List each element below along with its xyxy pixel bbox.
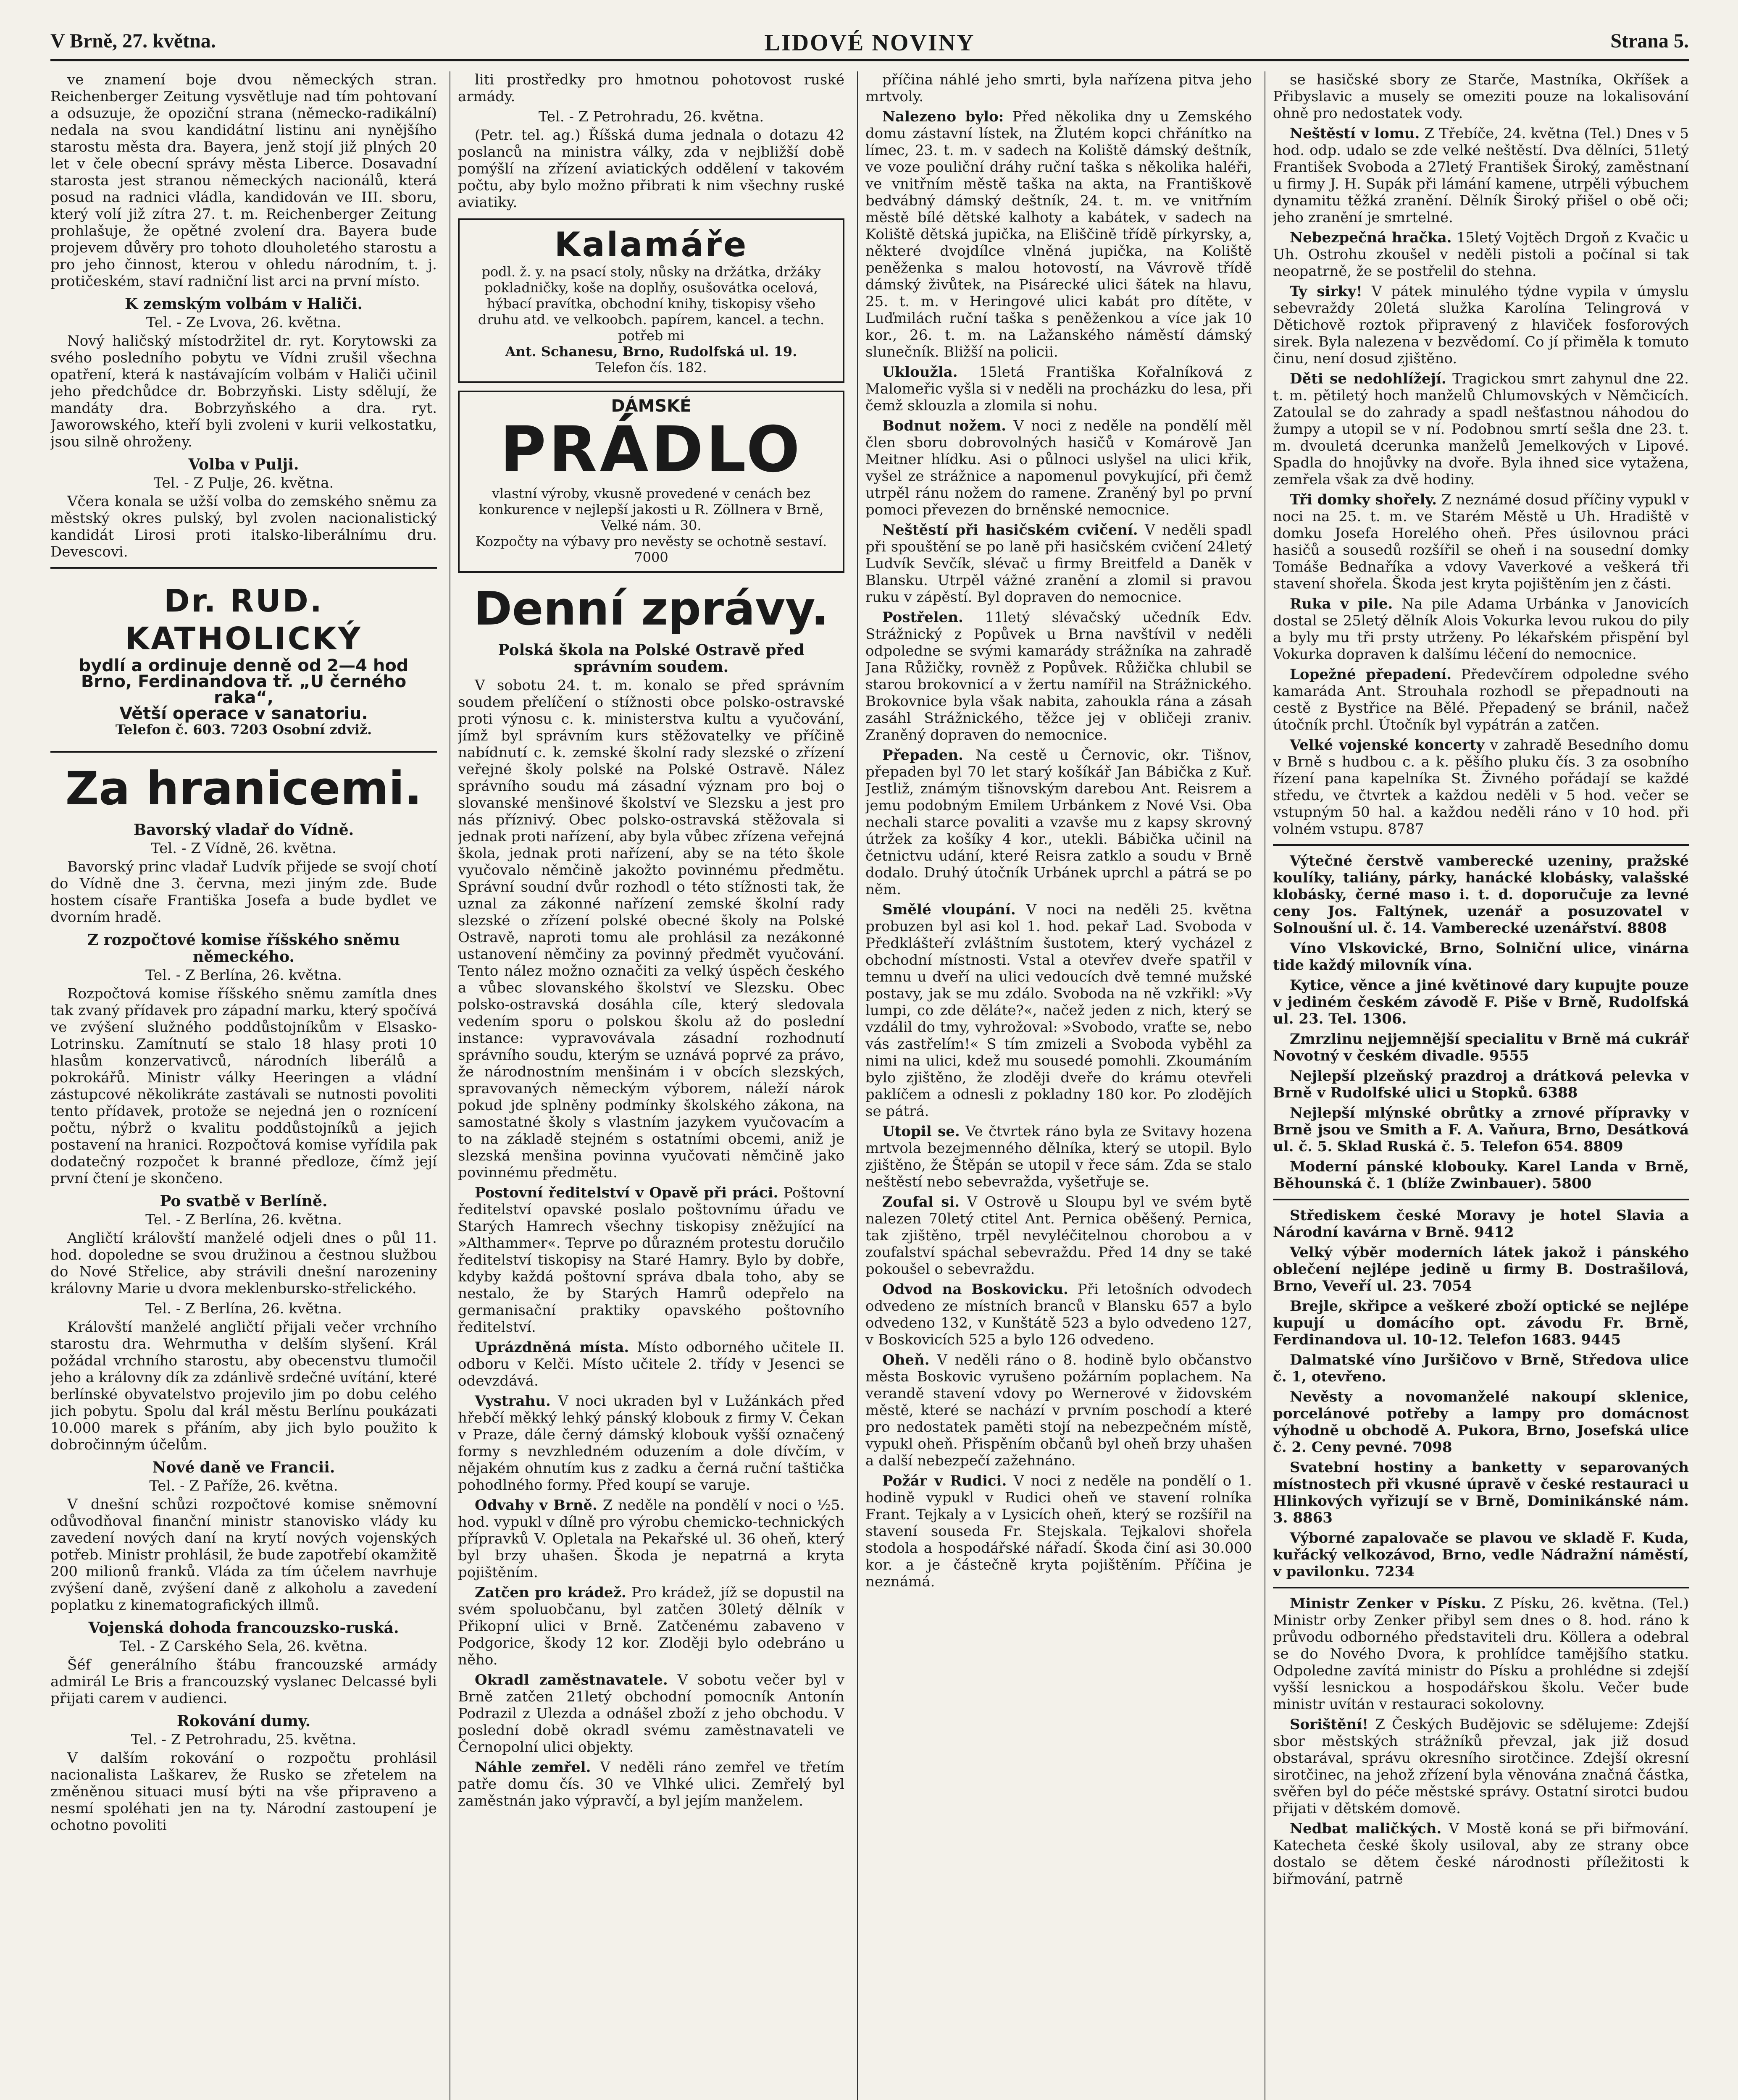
article-heading: Lopežné přepadení. xyxy=(1290,666,1452,683)
article-heading: Polská škola na Polské Ostravě před správním soudem. xyxy=(498,641,805,676)
article-text: V dalším rokování o rozpočtu prohlásil nacionalista Laškarev, že Rusko se zřetelem na změněnou situaci musí býti na vše připraveno a nesmí spoléhati jen na ty. Národní zastoupení je ochotno povoliti xyxy=(50,1750,437,1834)
article-text: Bavorský princ vladař Ludvík přijede se svojí chotí do Vídně dne 3. června, mezi jiným zde. Bude hostem císaře Františka Josefa a bude bydlet ve dvorním hradě. xyxy=(50,858,437,926)
article-heading: K zemským volbám v Haliči. xyxy=(124,295,363,313)
article-text: V noci na neděli 25. května probuzen byl asi kol 1. hod. pekař Lad. Svoboda v Předklášteří zvláštním šustotem, který vycházel z obchodní místnosti. Vstal a otevřev dveře spatřil v temnu u dveří na ulici vedoucích dvě temné mužské postavy, jak se mu zdálo. Svoboda na ně vzkřikl: »Vy lumpi, co zde děláte?«, načež jeden z nich, který se vzdálil do tmy, vyhrožoval: »Svobodo, vraťte se, nebo vás zastřelím!« S tím zmizeli a Svoboda vyběhl za nimi na ulici, kdež mu sousedé pomohli. Zkoumáním bylo zjištěno, že zloději dveře do krámu otevřeli paklíčem a odnesli z pokladny 180 kor. Po zlodějích se pátrá. xyxy=(865,901,1252,1120)
article-text xyxy=(458,1339,844,1389)
article-text xyxy=(1273,1820,1689,1887)
article-heading: Náhle zemřel. xyxy=(475,1759,591,1776)
article-text: 11letý slévačský učedník Edv. Strážnický z Popůvek u Brna navštívil v neděli odpoledne se svými kamarády strážníka na zahradě Jana Růžičky, rovněž z Popůvek. Růžička chlubil se starou brokovnicí a v žertu namířil na Strážnického. Brokovnice byla však nabita, zahoukla rána a zásah zasáhl Strážnického, těžce jej v obličeji zraniv. Zraněný dopraven do nemocnice. xyxy=(865,609,1252,743)
classified-ad: Dalmatské víno Juršičovo v Brně, Středova ulice č. 1, otevřeno. xyxy=(1273,1352,1689,1385)
classified-ad: Svatební hostiny a banketty v separovaných místnostech při vkusné úpravě v české restauraci u Hlinkových vyřizují se v Brně, Dominikánské nám. 3. 8863 xyxy=(1273,1459,1689,1526)
classified-ads xyxy=(1273,853,1689,1580)
article-text: Při letošních odvodech odvedeno ze místních branců v Blansku 657 a bylo odvedeno 132, v Kunštátě 523 a bylo odvedeno 127, v Boskovicích 525 a bylo 126 odvedeno. xyxy=(865,1281,1252,1348)
article-text xyxy=(1273,1716,1689,1817)
article-dateline: Tel. - Z Berlína, 26. května. xyxy=(145,967,342,984)
advert-katholicky xyxy=(50,576,437,743)
divider xyxy=(1273,1587,1689,1588)
advert-line: Telefon č. 603. 7203 Osobní zdviž. xyxy=(115,722,372,738)
article-text: v zahradě Besedního domu v Brně s hudbou c. a k. pěšího pluku čís. 3 za osobního řízení pana kapelníka St. Živného pořádají se každé středu, ve čtvrtek a každou neděli v 5 hod. večer se vstupným 50 hal. a každou neděli ráno v 10 hod. při volném vstupu. 8787 xyxy=(1273,737,1689,837)
article-text xyxy=(865,108,1252,360)
article-text: V pátek minulého týdne vypila v úmyslu sebevraždy 20letá služka Karolína Telingrová v Dětichově roztok připravený z hlaviček fosforových sirek. Byla nalezena v bezvědomí. Co jí přiměla k tomuto činu, není dosud zjištěno. xyxy=(1273,283,1689,367)
article-text: Včera konala se užší volba do zemského sněmu za městský okres pulský, byl zvolen nacionalistický kandidát Lirosi proti italsko-liberálnímu dru. Devescovi. xyxy=(50,493,437,560)
advert-kalamare xyxy=(458,218,844,383)
advert-phone: Telefon čís. 182. xyxy=(595,360,707,375)
article-text: liti prostředky pro hmotnou pohotovost ruské armády. xyxy=(458,71,844,105)
article-text: V sobotu 24. t. m. konalo se před správním soudem přelíčení o stížnosti obce polsko-ostravské proti výnosu c. k. ministerstva kultu a vyučování, jímž byl správním kurs stěžovatelky ve příčině nabídnutí c. k. zemské školní rady slezské o zřízení veřejné školy polské na Polské Ostravě. Nález správního soudu má zásadní význam pro boj o slovanské menšinové školství ve Slezsku a jest pro nás příznivý. Obec polsko-ostravská stěžovala si jednak proti nařízení, aby byla vůbec zřízena veřejná škola, jednak proti nařízení, aby se na této škole vyučovalo němčině jakožto povinnému předmětu. Správní soudní dvůr rozhodl o této stížnosti tak, že uznal za zákonné nařízení zemské školní rady slezské o zřízení polské obecné školy na Polské Ostravě, naproti tomu ale prohlásil za nezákonné ustanovení němčiny za povinný předmět vyučování. Tento nález možno označiti za velký úspěch českého a vůbec slovanského školství ve Slezsku. Obec polsko-ostravská dosáhla cíle, který sledovala vedením sporu o polskou školu až do poslední instance: vypravovávala zásadní rozhodnutí správního soudu, kterým se uznává poprvé za právo, že národnostním menšinám i v obcích slezských, spravovaných německým výborem, náleží nárok pokud jde splněny podmínky školského zákona, na samostatné školy s vlastním jazykem vyučovacím a to na základě stejném s ostatními obcemi, aniž je slezská menšina povinna vyučovati němčině jako povinnému předmětu. xyxy=(458,677,844,1181)
article-dateline: Tel. - Z Berlína, 26. května. xyxy=(145,1300,342,1317)
article-text xyxy=(865,417,1252,518)
article-heading: Ty sirky! xyxy=(1290,283,1362,300)
advert-title: Kalamáře xyxy=(554,225,748,264)
article-text: Z Třebíče, 24. května (Tel.) Dnes v 5 hod. odp. udalo se zde velké neštěstí. Dva dělníci, 51letý František Svoboda a 27letý František Široký, zaměstnaní u firmy J. H. Supák při lámání kamene, utrpěli výbuchem dynamitu těžká zranění. Dělník Široký přišel o obě oči; jeho zranění je smrtelné. xyxy=(1273,125,1689,226)
classified-ad: Nejlepší plzeňský prazdroj a drátková pelevka v Brně v Rudolfské ulici u Stopků. 6388 xyxy=(1273,1068,1689,1101)
article-text xyxy=(865,1473,1252,1590)
article-text xyxy=(1273,125,1689,226)
article-heading: Oheň. xyxy=(882,1352,930,1368)
article-heading: Okradl zaměstnavatele. xyxy=(475,1672,668,1688)
article-text xyxy=(458,1184,844,1336)
column-3 xyxy=(865,71,1252,2100)
article-heading: Odvod na Boskovicku. xyxy=(882,1281,1068,1298)
classified-ad: Výtečné čerstvě vamberecké uzeniny, pražské koulíky, taliány, párky, hanácké klobásky, valašské klobásky, černé maso i. t. d. doporučuje za levné ceny Jos. Faltýnek, uzenář a posuzovatel v Solnoušní ul. č. 14. Vamberecké uzenářství. 8808 xyxy=(1273,853,1689,937)
article-text: V Ostrově u Sloupu byl ve svém bytě nalezen 70letý ctitel Ant. Pernica oběšený. Pernica, tak zjištěno, trpěl nevyléčitelnou chorobou a v zoufalství spáchal sebevraždu. Před 14 dny se také pokoušel o sebevraždu. xyxy=(865,1194,1252,1278)
article-heading: Postovní ředitelství v Opavě při práci. xyxy=(475,1184,778,1201)
column-4 xyxy=(1273,71,1689,2100)
divider xyxy=(1273,1199,1689,1200)
article-text: Před několika dny u Zemského domu zástavní lístek, na Žlutém kopci chřánítko na límec, 23. t. m. v sadech na Koliště dámský deštník, ve voze pouliční dráhy ruční taška s několika haléři, ve vnitřním městě taška na akta, na Františkově bedvábný dámský deštník, 24. t. m. ve vnitřním městě bílé dětské kalhoty a kabátek, v sadech na Koliště dětská jupička, na Eliščině třídě pírkyrsky, a, některé dvojdílce vlněná jupička, na Koliště peněženka s malou hotovostí, na Vávrově třídě dámský živůtek, na Pisárecké ulici šátek na hlavu, 25. t. m. v Heringové ulici kabát pro dítěte, v Luďmilách ruční taška s peněženkou a více jak 10 kor., 26. t. m. na Lažanského náměstí dámský slunečník. Bližší na policii. xyxy=(865,108,1252,360)
article-text: Tragickou smrt zahynul dne 22. t. m. pětiletý hoch manželů Chlumovských v Němčicích. Zatoulal se do zahrady a spadl nešťastnou náhodou do žumpy a utopil se v ní. Podobnou smrtí sešla dne 23. t. m. dvouletá dcerunka manželů Jemelkových v Lipové. Spadla do hnojůvky na dvoře. Byla ihned sice vytažena, zemřela však za dvě hodiny. xyxy=(1273,370,1689,488)
advert-firm: Ant. Schanesu, Brno, Rudolfská ul. 19. xyxy=(505,344,797,360)
article-heading: Odvahy v Brně. xyxy=(475,1497,597,1514)
article-heading: Přepaden. xyxy=(882,747,963,764)
article-heading: Bodnut nožem. xyxy=(882,417,1006,434)
divider xyxy=(1273,844,1689,846)
article-text: Na cestě u Černovic, okr. Tišnov, přepaden byl 70 let starý košíkář Jan Bábička z Kuř. Jestliž, známým tišnovským darebou Ant. Reisrem a jemu podobným Emilem Urbánkem z Nové Vsi. Oba nechali starce povaliti a vzavše mu z kapsy skrovný útržek za košíky 4 kor., utekli. Bábička učinil na četnictvu udání, které Reisra zatklo a soudu v Brně dodalo. Druhý útočník Urbánek uprchl a pátrá se po něm. xyxy=(865,747,1252,898)
article-heading: Nalezeno bylo: xyxy=(882,108,1004,125)
article-heading: Ministr Zenker v Písku. xyxy=(1290,1595,1486,1612)
article-heading: Sorištění! xyxy=(1290,1716,1369,1733)
article-heading: Uprázdněná místa. xyxy=(475,1339,629,1356)
header-date: V Brně, 27. května. xyxy=(50,30,216,52)
classified-ad: Střediskem české Moravy je hotel Slavia a Národní kavárna v Brně. 9412 xyxy=(1273,1207,1689,1241)
advert-line: Brno, Ferdinandova tř. „U černého raka“, xyxy=(81,672,407,707)
article-text: Královští manželé angličtí přijali večer vrchního starostu dra. Wehrmutha v delším slyšení. Král požádal vrchního starostu, aby obecenstvu tlumočil jeho a královny dík za zdánlivě srdečné uvítání, které berlínské obyvatelstvo projevilo jim po dobu celého jich pobytu. Spolu dal král městu Berlínu poukázati 10.000 marek s přáním, aby jich bylo použito k dobročinným účelům. xyxy=(50,1319,437,1453)
article-dateline: Tel. - Z Berlína, 26. května. xyxy=(145,1211,342,1228)
article-text: Předevčírem odpoledne svého kamaráda Ant. Strouhala rozhodl se přepadnouti na cestě z Bystřice na Bělé. Přepadený se bránil, načež útočník prchl. Útočník byl vypátrán a zatčen. xyxy=(1273,666,1689,733)
article-text: se hasičské sbory ze Starče, Mastníka, Okříšek a Přibyslavic a musely se omeziti pouze na lokalisování ohně pro nedostatek vody. xyxy=(1273,71,1689,122)
article-text: Angličtí královští manželé odjeli dnes o půl 11. hod. dopoledne se svou družinou a čestnou službou do Nové Střelice, aby strávili dnešní narozeniny královny Marie u dvora meklenbursko-střelického. xyxy=(50,1230,437,1297)
article-text: Šéf generálního štábu francouzské armády admirál Le Bris a francouzský vyslanec Delcassé byli přijati carem v audienci. xyxy=(50,1656,437,1707)
classified-ad: Nejlepší mlýnské obrůtky a zrnové přípravky v Brně jsou ve Smith a F. A. Vaňura, Brno, Desátková ul. č. 5. Sklad Ruská č. 5. Telefon 654. 8809 xyxy=(1273,1105,1689,1155)
article-text xyxy=(865,1352,1252,1469)
column-divider xyxy=(857,71,858,2100)
article-heading: Ukloužla. xyxy=(882,364,958,381)
article-text: 15letá Františka Kořalníková z Malomeřic vyšla si v neděli na procházku do lesa, při čemž sklouzla a zlomila si nohu. xyxy=(865,364,1252,414)
article-heading: Tři domky shořely. xyxy=(1290,491,1437,508)
article-text: Poštovní ředitelství opavské poslalo poštovnímu úřadu ve Starých Hamrech všechny tiskopisy zněžující na »Althammer«. Teprve po důrazném protestu doručilo ředitelství tiskopisy na Staré Hamry. Bylo by dobře, kdyby každá poštovní správa dbala toho, aby se nestalo, že by Starých Hamrů odepřelo na germanisační praktiky opavského poštovního ředitelství. xyxy=(458,1184,844,1336)
article-text: Z Českých Budějovic se sdělujeme: Zdejší sbor městských strážníků převzal, jak již dosud obstarával, správu okresního sirotčince. Zdejší okresní sirotčinec, na jehož zřízení byla věnována značná částka, svěřen byl do péče městské správy. Ostatní sirotci budou přijati v dětském domově. xyxy=(1273,1716,1689,1817)
advert-pradlo xyxy=(458,391,844,573)
article-text: V noci z neděle na pondělí o 1. hodině vypukl v Rudici oheň ve stavení rolníka Frant. Tejkaly a v Lysicích oheň, který se rozšířil na stavení souseda Fr. Stejskala. Tejkalovi shořela stodola a hospodářské nářadí. Škoda činí asi 30.000 kor. a je částečně kryta pojištěním. Příčina je neznámá. xyxy=(865,1473,1252,1590)
article-text xyxy=(865,747,1252,898)
advert-body: podl. ž. y. na psací stoly, nůsky na držátka, držáky pokladničky, koše na doplňy, osušovátka ocelová, hýbací pravítka, obchodní knihy, tiskopisy všeho druhu atd. ve velkoobch. papírem, kancel. a techn. potřeb mi xyxy=(478,264,825,344)
classified-ad: Víno Vlskovické, Brno, Solniční ulice, vinárna tide každý milovník vína. xyxy=(1273,940,1689,974)
article-heading: Smělé vloupání. xyxy=(882,901,1016,918)
classified-ad: Kytice, věnce a jiné květinové dary kupujte pouze v jediném českém závodě F. Piše v Brně, Rudolfská ul. 23. Tel. 1306. xyxy=(1273,977,1689,1027)
article-heading: Neštěstí při hasičském cvičení. xyxy=(882,522,1138,538)
article-text: V noci z neděle na pondělí měl člen sboru dobrovolných hasičů v Komárově Jan Meitner hlídku. Asi o půlnoci uslyšel na ulici křik, vyšel ze strážnice a napomenul povykující, při čemž utrpěl ránu nožem do ramene. Zraněný byl po první pomoci převezen do brněnské nemocnice. xyxy=(865,417,1252,518)
advert-line: Větší operace v sanatoriu. xyxy=(119,704,368,723)
article-text: V neděli spadl při spouštění se po laně při hasičském cvičení 24letý Ludvík Sevčík, slévač u firmy Breitfeld a Daněk v Blansku. Utrpěl vážné zranění a zlomil si pravou ruku v zápěstí. Byl dopraven do nemocnice. xyxy=(865,522,1252,606)
section-title: Za hranicemi. xyxy=(65,761,422,815)
article-text xyxy=(865,364,1252,414)
article-text xyxy=(865,522,1252,606)
article-text xyxy=(1273,596,1689,663)
column-2 xyxy=(458,71,844,2100)
article-text: Pro krádež, jíž se dopustil na svém spoluobčanu, byl zatčen 30letý dělník v Přikopní ulici v Brně. Zatčenému zabaveno v Podgorice, škody 12 kor. Zloději bylo odebráno u něho. xyxy=(458,1584,844,1668)
article-dateline: Tel. - Ze Lvova, 26. května. xyxy=(146,314,342,331)
article-text xyxy=(1273,666,1689,733)
article-text xyxy=(865,901,1252,1120)
classified-ad: Zmrzlinu nejjemnější specialitu v Brně má cukrář Novotný v českém divadle. 9555 xyxy=(1273,1031,1689,1064)
masthead-title: LIDOVÉ NOVINY xyxy=(764,30,975,56)
advert-title: Dr. RUD. KATHOLICKÝ xyxy=(125,583,363,657)
article-text xyxy=(865,1281,1252,1348)
article-text xyxy=(865,609,1252,743)
article-heading: Vojenská dohoda francouzsko-ruská. xyxy=(88,1619,399,1637)
article-text: příčina náhlé jeho smrti, byla nařízena pitva jeho mrtvoly. xyxy=(865,71,1252,105)
article-text: Rozpočtová komise říšského sněmu zamítla dnes tak zvaný přídavek pro západní marku, který spočívá ve zvýšení služného poddůstojníkům v Elsasko-Lotrinsku. Zamítnutí se stalo 18 hlasy proti 10 hlasům konzervativců, národních liberálů a pokrokářů. Ministr války Heeringen a vládní zástupcové několikráte zastávali se nutnosti povoliti tento přídavek, protože se nejedná jen o roznícení počtu, nýbrž o kvalitu poddůstojníků a jejich postavení na hranici. Rozpočtová komise vyřídila pak dodatečný rozpočet k branné předloze, čímž její první čtení je skončeno. xyxy=(50,985,437,1187)
article-dateline: Tel. - Z Carského Sela, 26. května. xyxy=(119,1638,368,1655)
article-heading: Zoufal si. xyxy=(882,1194,960,1210)
article-text: 15letý Vojtěch Drgoň z Kvačic u Uh. Ostrohu zkoušel v neděli pistoli a počínal si tak neopatrně, že se postřelil do stehna. xyxy=(1273,229,1689,280)
column-1 xyxy=(50,71,437,2100)
article-text: Nový haličský místodržitel dr. ryt. Korytowski za svého posledního pobytu ve Vídni zrušil všechna opatření, která k nastávajícím volbám v Haliči učinil jeho předchůdce dr. Bobrzyňski. Listy sdělují, že mandáty dra. Bobrzyňského a dra. ryt. Jaworowského, kteří byli zvoleni v kurii velkostatku, jsou silně ohroženy. xyxy=(50,333,437,450)
article-heading: Volba v Pulji. xyxy=(188,456,299,473)
article-text xyxy=(458,1584,844,1668)
article-heading: Zatčen pro krádež. xyxy=(475,1584,626,1601)
article-text: ve znamení boje dvou německých stran. Reichenberger Zeitung vysvětluje nad tím pohtovaní a odsuzuje, že opoziční strana (německo-radikální) nedala na svou kandidátní listinu ani nynějšího starostu města dra. Bayera, jenž stojí již plných 20 let v čele obecní správy města Liberce. Dosavadní starosta jest stranou německých nacionálů, která posud na radnici vládla, kandidován ve III. sboru, který volí již zítra 27. t. m. Reichenberger Zeitung prohlašuje, že opětné zvolení dra. Bayera bude projevem důvěry pro tohoto dlouholetého starostu a pro jeho činnost, kterou v ohledu národním, t. j. protičeském, staví radniční list arci na první místo. xyxy=(50,71,437,290)
article-text xyxy=(1273,737,1689,837)
classified-ad: Moderní pánské klobouky. Karel Landa v Brně, Běhounská č. 1 (blíže Zwinbauer). 5800 xyxy=(1273,1158,1689,1192)
article-text xyxy=(1273,370,1689,488)
article-text: (Petr. tel. ag.) Říšská duma jednala o dotazu 42 poslanců na ministra války, zda v nejbližší době pomýšlí na zřízení aviatických oddělení v takovém počtu, aby bylo možno přibrati k nim všechny ruské aviatiky. xyxy=(458,127,844,211)
article-dateline: Tel. - Z Pulje, 26. května. xyxy=(153,475,334,491)
article-text xyxy=(458,1497,844,1581)
article-heading: Nedbat maličkých. xyxy=(1290,1820,1442,1837)
article-dateline: Tel. - Z Vídně, 26. května. xyxy=(151,840,337,857)
article-text xyxy=(1273,229,1689,280)
article-text xyxy=(1273,283,1689,367)
article-heading: Z rozpočtové komise říšského sněmu německého. xyxy=(87,931,400,966)
article-text xyxy=(1273,1595,1689,1713)
article-text: V Mostě koná se při biřmování. Katecheta české školy usiloval, aby ze strany obce dostalo se dětem české národnosti příležitosti k biřmování, patrně xyxy=(1273,1820,1689,1887)
article-heading: Utopil se. xyxy=(882,1123,960,1140)
article-text: V neděli ráno o 8. hodině bylo občanstvo města Boskovic vyrušeno požárním poplachem. Na verandě stavení vdovy po Wernerové v židovském městě, které se nachází v prvním poschodí a které pro nedostatek paměti stojí na nebezpečném místě, vypukl oheň. Přispěním občanů byl oheň brzy uhašen a další nebezpečí zažehnáno. xyxy=(865,1352,1252,1469)
article-text xyxy=(458,1672,844,1756)
article-text xyxy=(865,1194,1252,1278)
advert-title: PRÁDLO xyxy=(500,413,802,486)
article-heading: Bavorský vladař do Vídně. xyxy=(133,821,354,839)
article-text: Na pile Adama Urbánka v Janovicích dostal se 25letý dělník Alois Vokurka levou rukou do pily a byly mu tři prsty utrženy. Po lékařském přispění byl Vokurka dopraven k dalšímu léčení do nemocnice. xyxy=(1273,596,1689,663)
section-title: Denní zprávy. xyxy=(473,582,829,635)
classified-ad: Velký výběr moderních látek jakož i pánského oblečení nejlépe jedině u firmy B. Dostrašilová, Brno, Veveří ul. 23. 7054 xyxy=(1273,1244,1689,1294)
classified-ad: Výborné zapalovače se plavou ve skladě F. Kuda, kuřácký velkozávod, Brno, vedle Nádražní náměstí, v pavilonku. 7234 xyxy=(1273,1530,1689,1580)
advert-line: DÁMSKÉ xyxy=(611,396,692,416)
article-text: V neděli ráno zemřel ve třetím patře domu čís. 30 ve Vlhké ulici. Zemřelý byl zaměstnán jako výpravčí, a byl jejím manželem. xyxy=(458,1759,844,1809)
article-heading: Nebezpečná hračka. xyxy=(1290,229,1452,246)
advert-line: bydlí a ordinuje denně od 2—4 hod xyxy=(79,656,409,675)
advert-line: Kozpočty na výbavy pro nevěsty se ochotně sestaví. 7000 xyxy=(475,533,827,565)
article-heading: Postřelen. xyxy=(882,609,963,626)
divider xyxy=(50,751,437,753)
classified-ad: Nevěsty a novomanželé nakoupí sklenice, porcelánové potřeby a lampy pro domácnost výhodně u obchodě A. Pukora, Brno, Josefská ulice č. 2. Ceny pevné. 7098 xyxy=(1273,1389,1689,1456)
article-text: Místo odborného učitele II. odboru v Kelči. Místo učitele 2. třídy v Jesenci se odevzdává. xyxy=(458,1339,844,1389)
article-heading: Ruka v pile. xyxy=(1290,596,1393,612)
article-heading: Po svatbě v Berlíně. xyxy=(160,1192,328,1210)
article-heading: Rokování dumy. xyxy=(176,1712,311,1730)
classified-ad: Brejle, skřipce a veškeré zboží optické se nejlépe kupují u domácího opt. závodu Fr. Brně, Ferdinandova ul. 10-12. Telefon 1683. 9445 xyxy=(1273,1298,1689,1348)
article-heading: Velké vojenské koncerty xyxy=(1290,737,1485,753)
article-text: Z neděle na pondělí v noci o ½5. hod. vypukl v dílně pro výrobu chemicko-technických přípravků V. Opletala na Pekařské ul. 36 oheň, který byl brzy uhašen. Škoda je nepatrná a kryta pojištěním. xyxy=(458,1497,844,1581)
article-heading: Neštěstí v lomu. xyxy=(1290,125,1420,142)
page-number: Strana 5. xyxy=(1610,30,1689,52)
article-text: Ve čtvrtek ráno byla ze Svitavy hozena mrtvola bezejmenného dělníka, který se utopil. Bylo zjištěno, že Štěpán se utopil v řece sám. Zda se stalo neštěstí nebo sebevražda, vyšetřuje se. xyxy=(865,1123,1252,1190)
advert-body: vlastní výroby, vkusně provedené v cenách bez konkurence v nejlepší jakosti u R. Zöllnera v Brně, Velké nám. 30. xyxy=(479,486,824,533)
article-dateline: Tel. - Z Paříže, 26. května. xyxy=(149,1478,338,1494)
article-text xyxy=(458,1759,844,1809)
article-text: Z neznámé dosud příčiny vypukl v noci na 25. t. m. ve Starém Městě u Uh. Hradiště v domku Josefa Horelého oheň. Přes úsilovnou práci hasičů a sousedů rozšířil se oheň i na sousední domky Tomáše Bednaříka a vdovy Vaverkové a veškerá tři stavení shořela. Škoda jest kryta pojištěním jen z části. xyxy=(1273,491,1689,592)
article-text xyxy=(458,1393,844,1494)
divider xyxy=(50,567,437,569)
article-heading: Požár v Rudici. xyxy=(882,1473,1007,1489)
article-heading: Vystrahu. xyxy=(475,1393,551,1410)
page-header xyxy=(50,29,1689,61)
article-text: V sobotu večer byl v Brně zatčen 21letý obchodní pomocník Antonín Podrazil z Ulezda a odnášel zboží z jeho obchodu. V poslední době okradl svému zaměstnavateli ve Černopolní ulici objekty. xyxy=(458,1672,844,1756)
article-text: V dnešní schůzi rozpočtové komise sněmovní odůvodňoval finanční ministr stanovisko vlády ku zavedení nových daní na krytí nových vojenských potřeb. Ministr prohlásil, že bude zapotřebí okamžitě 200 milionů franků. Vláda za tím účelem navrhuje zvýšení daně, zvýšení daně z alkoholu a zavedení poplatku z kinematografických illmů. xyxy=(50,1496,437,1614)
article-text xyxy=(865,1123,1252,1190)
article-text: Z Písku, 26. května. (Tel.) Ministr orby Zenker přibyl sem dnes o 8. hod. ráno k průvodu odborného představiteli dru. Köllera a odebral se do Nového Dvora, k prohlídce tamějšího statku. Odpoledne zavítá ministr do Písku a prohlédne si zdejší vyšší lesnickou a hospodářskou školu. Večer bude ministr uvítán v restauraci sokolovny. xyxy=(1273,1595,1689,1713)
article-heading: Nové daně ve Francii. xyxy=(152,1459,335,1476)
article-dateline: Tel. - Z Petrohradu, 25. května. xyxy=(131,1731,357,1748)
article-dateline: Tel. - Z Petrohradu, 26. května. xyxy=(538,108,764,125)
article-text: V noci ukraden byl v Lužánkách před hřebčí měkký lehký pánský klobouk z firmy V. Čekan v Praze, dále černý dámský klobouk vyšší označený formy s nevzhledném oduzením a dole dívčím, v nějakém ohnutím kus z zadku a černá ruční taštička pohodlného formy. Před koupí se varuje. xyxy=(458,1393,844,1494)
article-text xyxy=(1273,491,1689,592)
article-heading: Děti se nedohlížejí. xyxy=(1290,370,1446,387)
